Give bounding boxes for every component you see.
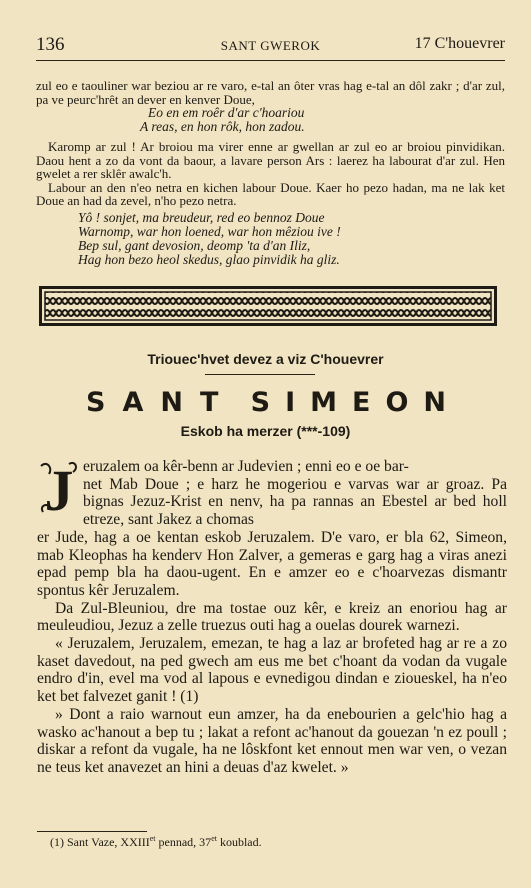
paragraph: Karomp ar zul ! Ar broiou ma virer enne ar gwellan ar zul eo ar broiou pinvidikan. Daou hent a zo da vont da baour, a lavare person Ars : laerez ha labourat d'ar zul. Hen gwelet a rer sklêr awalc'h. bbox=[36, 139, 505, 181]
paragraph: » Dont a raio warnout eun amzer, ha da enebourien a gelc'hio hag a wasko ac'hanout a bep tu ; lakat a refont ac'hanout da gouezan 'n ez poull ; diskar a refont da vugale, ha ne lôskfont ket ennout men war ven, o vezan ne teus ket anavezet an hini a deuas d'az kwelet. » bbox=[37, 705, 507, 776]
footnote-sup: et bbox=[149, 834, 156, 843]
page-header bbox=[36, 34, 505, 61]
header-date: 17 C'houevrer bbox=[414, 35, 505, 52]
celtic-knot-border bbox=[38, 283, 498, 329]
wrapped-text bbox=[83, 458, 507, 529]
verse-line: Yô ! sonjet, ma breudeur, red eo bennoz Doue bbox=[78, 209, 325, 225]
section-heading: Triouec'hvet devez a viz C'houevrer bbox=[147, 351, 384, 367]
paragraph: « Jeruzalem, Jeruzalem, emezan, te hag a laz ar brofeted hag ar re a zo kaset davedout, na ped gwech am eus me bet c'hoant da vodan da vugale endro d'in, evel ma vod al lapous e evnedigou dindan e zioueskel, ha n'eo ket bet falvezet ganit ! (1) bbox=[37, 635, 507, 706]
verse-line: Bep sul, gant devosion, deomp 'ta d'an Iliz, bbox=[78, 237, 311, 253]
page-number: 136 bbox=[36, 34, 65, 55]
footnote-text: pennad, 37 bbox=[155, 835, 212, 849]
paragraph: eruzalem oa kêr-benn ar Judevien ; enni eo e oe bar- bbox=[83, 458, 409, 475]
top-section bbox=[36, 79, 505, 267]
paragraph: Labour an den n'eo netra en kichen labour Doue. Kaer ho pezo hadan, ma ne lak ket Doue an had da zevel, n'ho pezo netra. bbox=[36, 179, 505, 208]
paragraph: Da Zul-Bleuniou, dre ma tostae ouz kêr, e kreiz an enoriou hag ar meuleudiou, Jezuz a zelle truezus outi hag a ouelas dourek warnezi. bbox=[37, 599, 507, 635]
saint-title-word: SIMEON bbox=[250, 387, 461, 418]
footnote bbox=[50, 834, 262, 850]
paragraph: er Jude, hag a oe kentan eskob Jeruzalem. D'e varo, er bla 62, Simeon, mab Kleophas ha kenderv Hon Zalver, a gemeras e garg hag a viras anezi epad pemp bla ha daou-ugent. En e amzer eo e c'hoarvezas dismantr spontus kêr Jeruzalem. bbox=[37, 528, 507, 599]
verse-line: Warnomp, war hon loened, war hon mêziou ive ! bbox=[78, 223, 341, 239]
verse-line: Hag hon bezo heol skedus, glao pinvidik ha gliz. bbox=[78, 251, 340, 267]
footnote-text: koublad. bbox=[216, 835, 262, 849]
verse-line: Eo en em roêr d'ar c'hoariou bbox=[148, 105, 305, 120]
footnote-sup: et bbox=[211, 834, 217, 843]
paragraph: zul eo e taouliner war beziou ar re varo, e-tal an ôter vras hag e-tal an dôl zakr ; d'ar zul, pa ve peurc'hrêt an dever en kenver Doue, bbox=[36, 78, 505, 107]
saint-title bbox=[86, 387, 461, 417]
verse-line: A reas, en hon rôk, hon zadou. bbox=[140, 119, 305, 134]
divider bbox=[205, 374, 315, 375]
main-text bbox=[37, 458, 507, 777]
paragraph: net Mab Doue ; e harz he mogeriou e varvas war ar groaz. Pa bignas Jezuz-Krist en nenv, ha pa rannas an Ebestel ar bed holl etreze, sant Jakez a chomas bbox=[83, 475, 507, 529]
footnote-text: (1) Sant Vaze, XXIII bbox=[50, 835, 150, 849]
running-title: SANT GWEROK bbox=[220, 38, 321, 53]
footnote-divider bbox=[37, 831, 147, 832]
drop-cap-letter: J bbox=[44, 458, 74, 520]
saint-subtitle: Eskob ha merzer (***-109) bbox=[180, 423, 351, 439]
saint-title-word: SANT bbox=[86, 387, 236, 418]
